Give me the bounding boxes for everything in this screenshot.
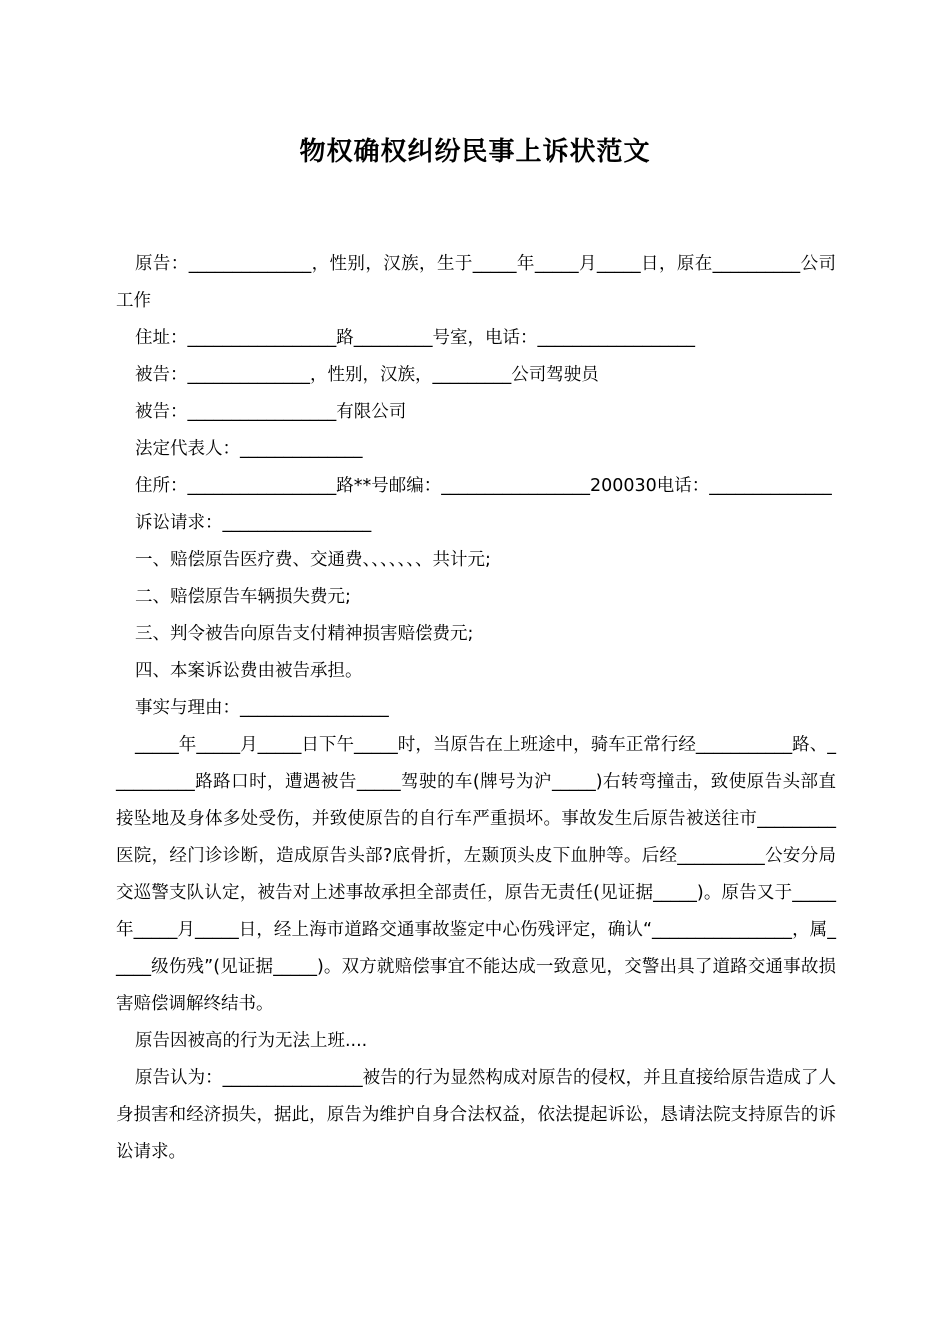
claim-item-2: 二、赔偿原告车辆损失费元;	[135, 587, 351, 607]
defendant-2-info: 被告：_________________有限公司	[135, 402, 407, 422]
claim-item-1: 一、赔偿原告医疗费、交通费、、、、、、、共计元;	[135, 550, 491, 570]
plaintiff-info: 原告：______________，性别，汉族，生于_____年_____月_____日，原在__________公司工作	[116, 254, 836, 311]
defendant-2-address: 住所：_________________路**号邮编：_________________200030电话：______________	[135, 476, 832, 496]
absence-paragraph: 原告因被高的行为无法上班....	[135, 1031, 368, 1051]
facts-paragraph: _____年_____月_____日下午_____时，当原告在上班途中，骑车正常行经___________路、__________路路口时，遭遇被告_____驾驶的车(牌号为沪_____)右转弯撞击，致使原告头部直接坠地及身体多处受伤，并致使原告的自行车严重损坏。事故发生后原告被送往市_________医院，经门诊诊断，造成原告头部?底骨折，左颞顶头皮下血肿等。后经__________公安分局交巡警支队认定，被告对上述事故承担全部责任，原告无责任(见证据_____)。原告又于_____年_____月_____日，经上海市道路交通事故鉴定中心伤残评定，确认“________________，属_____级伤残”(见证据_____)。双方就赔偿事宜不能达成一致意见，交警出具了道路交通事故损害赔偿调解终结书。	[116, 735, 836, 1014]
document-body	[116, 246, 836, 1171]
legal-representative: 法定代表人：______________	[135, 439, 363, 459]
defendant-1-info: 被告：______________，性别，汉族，_________公司驾驶员	[135, 365, 599, 385]
plaintiff-address: 住址：_________________路_________号室，电话：__________________	[135, 328, 695, 348]
claim-item-3: 三、判令被告向原告支付精神损害赔偿费元;	[135, 624, 474, 644]
conclusion-paragraph: 原告认为：________________被告的行为显然构成对原告的侵权，并且直接给原告造成了人身损害和经济损失，据此，原告为维护自身合法权益，依法提起诉讼，恳请法院支持原告的诉讼请求。	[116, 1068, 836, 1162]
facts-heading: 事实与理由：_________________	[135, 698, 389, 718]
claims-heading: 诉讼请求：_________________	[135, 513, 372, 533]
document-title: 物权确权纠纷民事上诉状范文	[299, 137, 651, 167]
claim-item-4: 四、本案诉讼费由被告承担。	[135, 661, 363, 681]
